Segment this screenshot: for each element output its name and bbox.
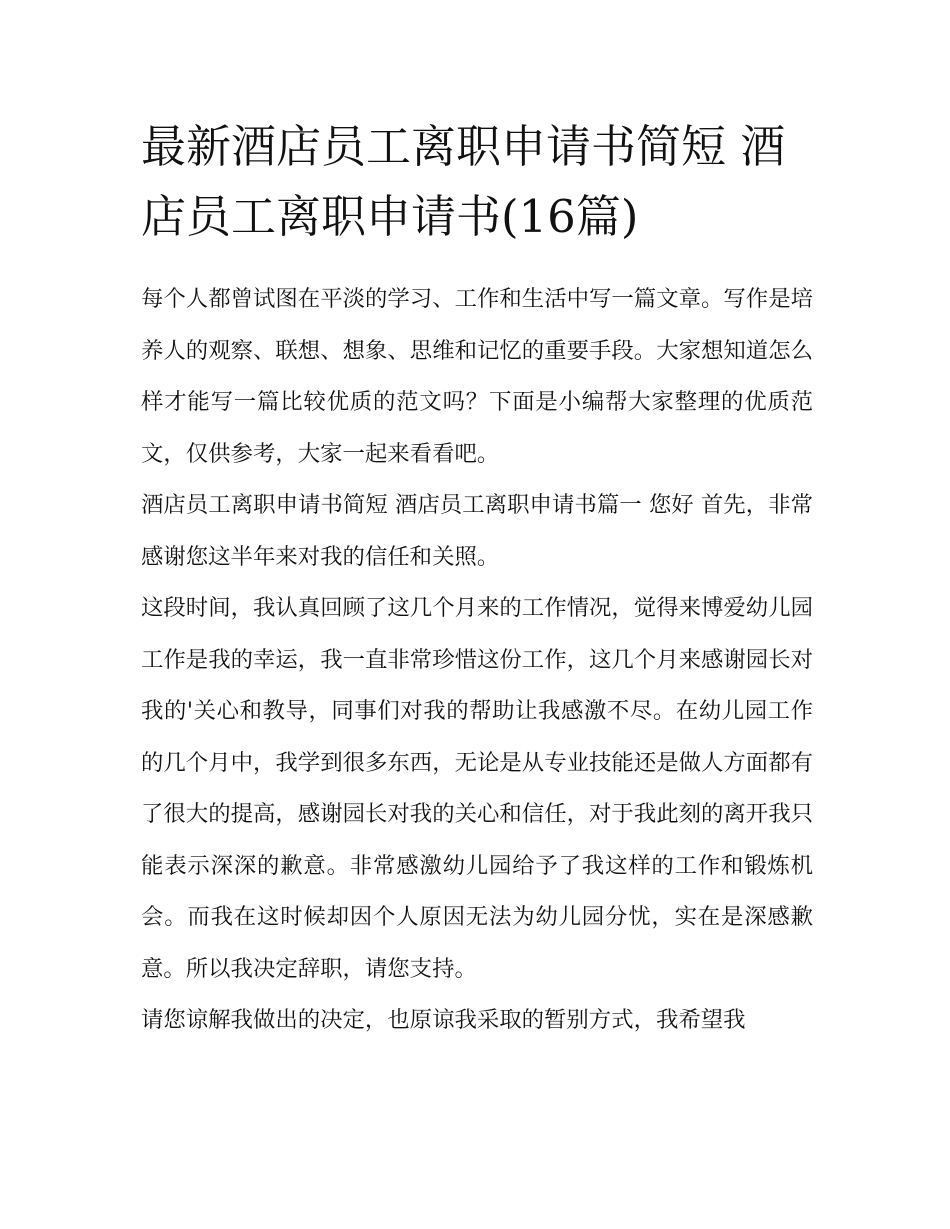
paragraph-greeting: 酒店员工离职申请书简短 酒店员工离职申请书篇一 您好 首先，非常感谢您这半年来对我的信任和关照。	[141, 492, 813, 570]
paragraph-intro: 每个人都曾试图在平淡的学习、工作和生活中写一篇文章。写作是培养人的观察、联想、想象、思维和记忆的重要手段。大家想知道怎么样才能写一篇比较优质的范文吗？下面是小编帮大家整理的优质范文，仅供参考，大家一起来看看吧。	[141, 286, 813, 467]
paragraph-body: 这段时间，我认真回顾了这几个月来的工作情况，觉得来博爱幼儿园工作是我的幸运，我一直非常珍惜这份工作，这几个月来感谢园长对我的'关心和教导，同事们对我的帮助让我感激不尽。在幼儿园工作的几个月中，我学到很多东西，无论是从专业技能还是做人方面都有了很大的提高，感谢园长对我的关心和信任，对于我此刻的离开我只能表示深深的歉意。非常感激幼儿园给予了我这样的工作和锻炼机会。而我在这时候却因个人原因无法为幼儿园分忧，实在是深感歉意。所以我决定辞职，请您支持。	[141, 595, 813, 982]
document-title: 最新酒店员工离职申请书简短 酒店员工离职申请书(16篇)	[141, 120, 786, 243]
document-page	[141, 112, 813, 1047]
paragraph-closing: 请您谅解我做出的决定，也原谅我采取的暂别方式，我希望我	[141, 1007, 746, 1033]
